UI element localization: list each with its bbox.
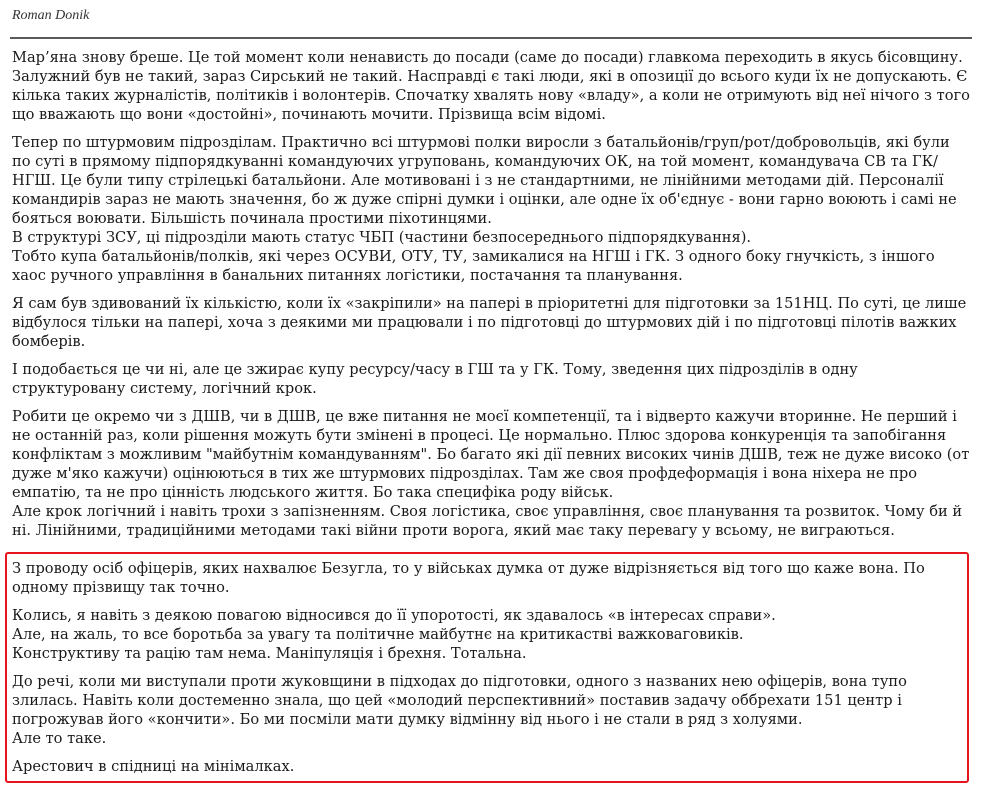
header-divider	[10, 37, 972, 39]
post-paragraph: Я сам був здивований їх кількістю, коли їх «закріпили» на папері в пріоритетні для підготовки за 151НЦ. По суті, це лише відбулося тільки на папері, хоча з деякими ми працювали і по підготовці до штурмових дій і по підготовці пілотів важких бомберів.	[12, 295, 967, 350]
post-paragraph: Робити це окремо чи з ДШВ, чи в ДШВ, це вже питання не моєї компетенції, та і відверто кажучи вторинне. Не перший і не останній раз, коли рішення можуть бути змінені в процесі. Це нормально. Плюс здорова конкуренція та запобігання конфліктам з можливим "майбутнім командуванням". Бо багато які дії певних високих чинів ДШВ, теж не дуже високо (от дуже м'яко кажучи) оцінюються в тих же штурмових підрозділах. Там же своя профдеформація і вона ніхера не про емпатію, та не про цінність людського життя. Бо така специфіка роду військ. Але крок логічний і навіть трохи з запізненням. Своя логістика, своє управління, своє планування та розвиток. Чому би й ні. Лінійними, традиційними методами такі війни проти ворога, який має таку перевагу у всьому, не виграються.	[12, 408, 970, 539]
post-author[interactable]: Roman Donik	[12, 8, 90, 23]
post-body	[12, 48, 970, 549]
highlighted-section	[12, 559, 962, 785]
highlighted-paragraph: З проводу осіб офіцерів, яких нахвалює Безугла, то у військах думка от дуже відрізняється від того що каже вона. По одному прізвищу так точно.	[12, 560, 925, 596]
post-paragraph: Мар’яна знову бреше. Це той момент коли ненависть до посади (саме до посади) главкома переходить в якусь бісовщину. Залужний був не такий, зараз Сирський не такий. Насправді є такі люди, які в опозиції до всього куди їх не допускають. Є кілька таких журналістів, політиків і волонтерів. Спочатку хвалять нову «владу», а коли не отримують від неї нічого з того що вважають що вони «достойні», починають мочити. Прізвища всім відомі.	[12, 49, 970, 123]
highlighted-paragraph: До речі, коли ми виступали проти жуковщини в підходах до підготовки, одного з названих нею офіцерів, вона тупо злилась. Навіть коли достеменно знала, що цей «молодий перспективний» поставив задачу оббрехати 151 центр і погрожував його «кончити». Бо ми посміли мати думку відмінну від нього і не стали в ряд з холуями. Але то таке.	[12, 673, 907, 747]
post-paragraph: Тепер по штурмовим підрозділам. Практично всі штурмові полки виросли з батальйонів/груп/рот/добровольців, які були по суті в прямому підпорядкуванні командуючих угруповань, командуючих ОК, на той момент, командувача СВ та ГК/НГШ. Це були типу стрілецькі батальйони. Але мотивовані і з не стандартними, не лінійними методами дій. Персоналії командирів зараз не мають значення, бо ж дуже спірні думки і оцінки, але одне їх об'єднує - вони гарно воюють і самі не бояться воювати. Більшість починала простими піхотинцями. В структурі ЗСУ, ці підрозділи мають статус ЧБП (частини безпосереднього підпорядкування). Тобто купа батальйонів/полків, які через ОСУВИ, ОТУ, ТУ, замикалися на НГШ і ГК. З одного боку гнучкість, з іншого хаос ручного управління в банальних питаннях логістики, постачання та планування.	[12, 134, 957, 284]
post-paragraph: І подобається це чи ні, але це зжирає купу ресурсу/часу в ГШ та у ГК. Тому, зведення цих підрозділів в одну структуровану систему, логічний крок.	[12, 361, 858, 397]
highlighted-paragraph: Колись, я навіть з деякою повагою відносився до її упоротості, як здавалось «в інтересах справи». Але, на жаль, то все боротьба за увагу та політичне майбутнє на критикастві важковаговиків. Конструктиву та рацію там нема. Маніпуляція і брехня. Тотальна.	[12, 607, 776, 662]
highlighted-paragraph: Арестович в спідниці на мінімалках.	[12, 758, 295, 775]
